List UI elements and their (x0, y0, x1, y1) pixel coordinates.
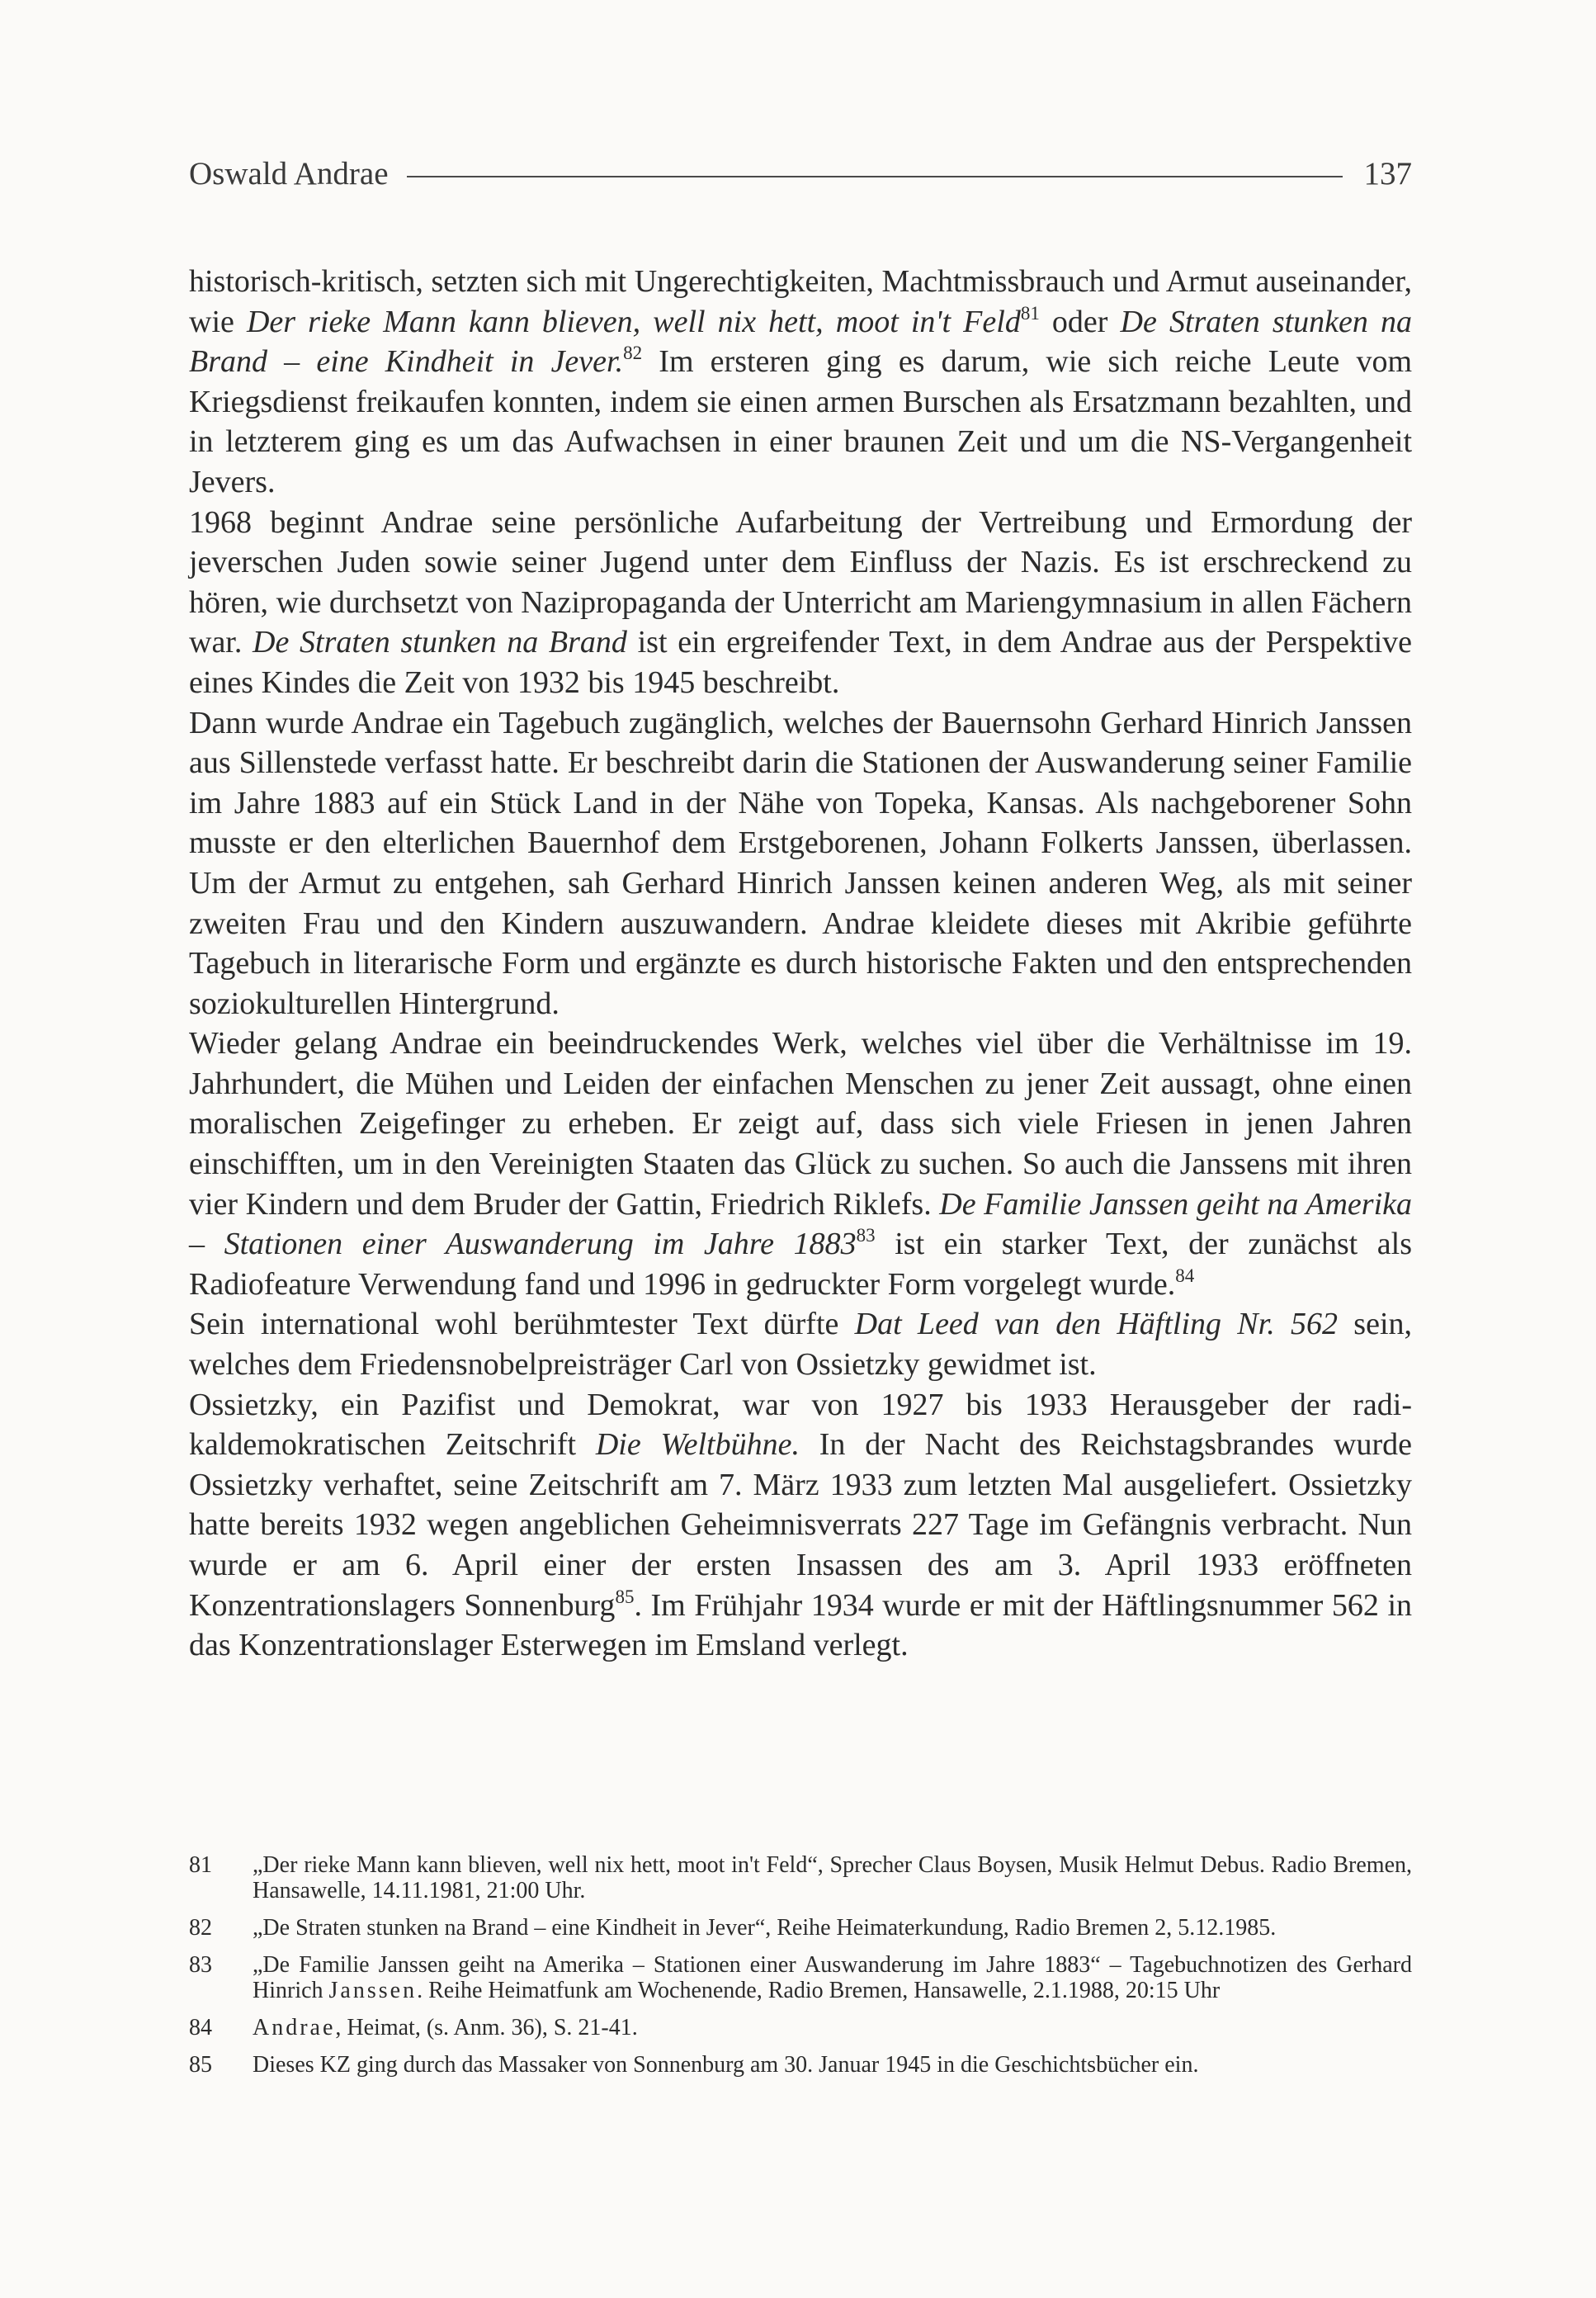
paragraph (189, 1024, 1412, 1304)
footnote (189, 1915, 1412, 1941)
paragraph (189, 1385, 1412, 1666)
footnote-text: „De Straten stunken na Brand – eine Kindheit in Jever“, Reihe Heimaterkundung, Radio Bremen 2, 5.12.1985. (253, 1915, 1277, 1941)
text-run: Im ersteren ging es darum, wie sich reiche Leute vom Kriegsdienst freikaufen konnten, indem sie einen armen Burschen als Ersatzmann bezahlten, und in letzterem ging es um das Aufwachsen in einer braunen Zeit und um die NS-Vergangenheit Jevers. (189, 344, 1413, 499)
footnote-number: 82 (189, 1915, 212, 1941)
footnote (189, 1952, 1412, 2003)
footnote-ref[interactable]: 81 (1020, 302, 1040, 324)
text-run: historisch-kritisch, setzten sich mit Ungerechtigkeiten, Machtmissbrauch und Armut auseinander, wie (189, 264, 1412, 339)
text-run: Sein international wohl berühmtester Text dürfte (189, 1307, 855, 1342)
text-run: . Reihe Heimatfunk am Wochenende, Radio Bremen, Hansawelle, 2.1.1988, 20:15 Uhr (417, 1978, 1221, 2003)
footnotes (189, 1852, 1412, 2089)
footnote-text: Dieses KZ ging durch das Massaker von Sonnenburg am 30. Januar 1945 in die Geschichtsbücher ein. (253, 2052, 1199, 2078)
text-run: 1968 beginnt Andrae seine persönliche Aufarbeitung der Vertreibung und Ermordung der jeverschen Juden sowie seiner Jugend unter dem Einfluss der Nazis. Es ist erschreckend zu hören, wie durchsetzt von Nazipropaganda der Unterricht am Mariengymnasium in allen Fächern war. (189, 504, 1412, 660)
footnote-number: 83 (189, 1952, 212, 1978)
footnote-number: 84 (189, 2015, 212, 2040)
text-run: In der Nacht des Reichstagsbrandes wurde Ossietzky verhaftet, seine Zeitschrift am 7. März 1933 zum letzten Mal ausgeliefert. Ossietzky hatte bereits 1932 wegen angeblichen Geheimnisverrats 227 Tage im Gefängnis verbracht. Nun wurde er am 6. April einer der ersten Insassen des am 3. April 1933 eröffneten Konzentrationslagers Sonnenburg (189, 1427, 1412, 1623)
work-title: Der rieke Mann kann blieven, well nix hett, moot in't Feld (246, 304, 1021, 339)
work-title: Dat Leed van den Häftling Nr. 562 (854, 1307, 1339, 1342)
footnote-ref[interactable]: 82 (623, 343, 643, 364)
text-run: ist ein starker Text, der zunächst als Radiofeature Verwendung fand und 1996 in gedruckter Form vorgelegt wurde. (189, 1227, 1413, 1302)
paragraph: Dann wurde Andrae ein Tagebuch zugänglich, welches der Bauernsohn Gerhard Hinrich Janssen aus Sillenstede verfasst hatte. Er beschreibt darin die Stationen der Auswanderung seiner Familie im Jahre 1883 auf ein Stück Land in der Nähe von Topeka, Kansas. Als nachgeborener Sohn musste er den elterlichen Bauernhof dem Erstgeborenen, Johann Folkerts Janssen, überlassen. Um der Armut zu entgehen, sah Gerhard Hinrich Janssen keinen anderen Weg, als mit seiner zweiten Frau und den Kindern auszuwandern. Andrae kleidete dieses mit Akribie geführte Tagebuch in literarische Form und ergänzte es durch historische Fakten und den entsprechenden soziokulturellen Hintergrund. (189, 705, 1412, 1021)
footnote (189, 2015, 1412, 2040)
footnote-text: „Der rieke Mann kann blieven, well nix hett, moot in't Feld“, Sprecher Claus Boysen, Musik Helmut Debus. Radio Bremen, Hansawelle, 14.11.1981, 21:00 Uhr. (253, 1852, 1412, 1903)
footnote-ref[interactable]: 84 (1175, 1265, 1195, 1286)
text-run: ist ein ergreifender Text, in dem Andrae aus der Perspektive eines Kindes die Zeit von 1932 bis 1945 beschreibt. (189, 625, 1412, 700)
header-rule (407, 176, 1343, 177)
paragraph (189, 262, 1412, 503)
main-text (189, 262, 1412, 1666)
text-run: Wieder gelang Andrae ein beeindruckendes Werk, welches viel über die Verhältnisse im 19. Jahrhundert, die Mühen und Leiden der einfachen Menschen zu jener Zeit aussagt, ohne einen moralischen Zeigefinger zu erheben. Er zeigt auf, dass sich viele Friesen in jenen Jahren einschifften, um in den Vereinigten Staaten das Glück zu suchen. So auch die Janssens mit ihren vier Kindern und dem Bruder der Gattin, Friedrich Riklefs. (189, 1026, 1412, 1222)
work-title: De Familie Janssen geiht na Amerika – Stationen einer Auswanderung im Jahre 1883 (189, 1186, 1412, 1262)
paragraph (189, 1304, 1412, 1384)
text-run: sein, welches dem Friedensnobelpreisträger Carl von Ossietzky gewidmet ist. (189, 1307, 1413, 1383)
running-header (189, 155, 1412, 192)
footnote-ref[interactable]: 83 (856, 1225, 876, 1246)
footnote-text (253, 2015, 1412, 2040)
text-run: oder (1039, 304, 1121, 339)
text-run: . Im Frühjahr 1934 wurde er mit der Häftlingsnummer 562 in das Konzentrationslager Esterwegen im Emsland verlegt. (189, 1587, 1413, 1663)
footnote (189, 1852, 1412, 1903)
footnote (189, 2052, 1412, 2078)
page-number: 137 (1363, 156, 1412, 192)
author-name: Janssen (328, 1978, 418, 2003)
footnote-number: 85 (189, 2052, 212, 2078)
work-title: De Straten stunken na Brand – eine Kindheit in Jever. (189, 304, 1412, 380)
footnote-ref[interactable]: 85 (615, 1586, 635, 1607)
footnote-number: 81 (189, 1852, 212, 1878)
paragraph (189, 503, 1412, 703)
running-title: Oswald Andrae (189, 156, 389, 192)
text-run: , Heimat, (s. Anm. 36), S. 21-41. (335, 2015, 638, 2040)
text-run: Ossietzky, ein Pazifist und Demokrat, war von 1927 bis 1933 Herausgeber der radikaldemokratischen Zeitschrift (189, 1387, 1412, 1463)
footnote-text (253, 1952, 1412, 2003)
author-name: Andrae (253, 2015, 336, 2040)
text-run: „De Familie Janssen geiht na Amerika – Stationen einer Auswanderung im Jahre 1883“ – Tagebuchnotizen des Gerhard Hinrich (253, 1952, 1412, 2003)
work-title: Die Weltbühne. (595, 1427, 800, 1463)
work-title: De Straten stunken na Brand (253, 625, 627, 660)
